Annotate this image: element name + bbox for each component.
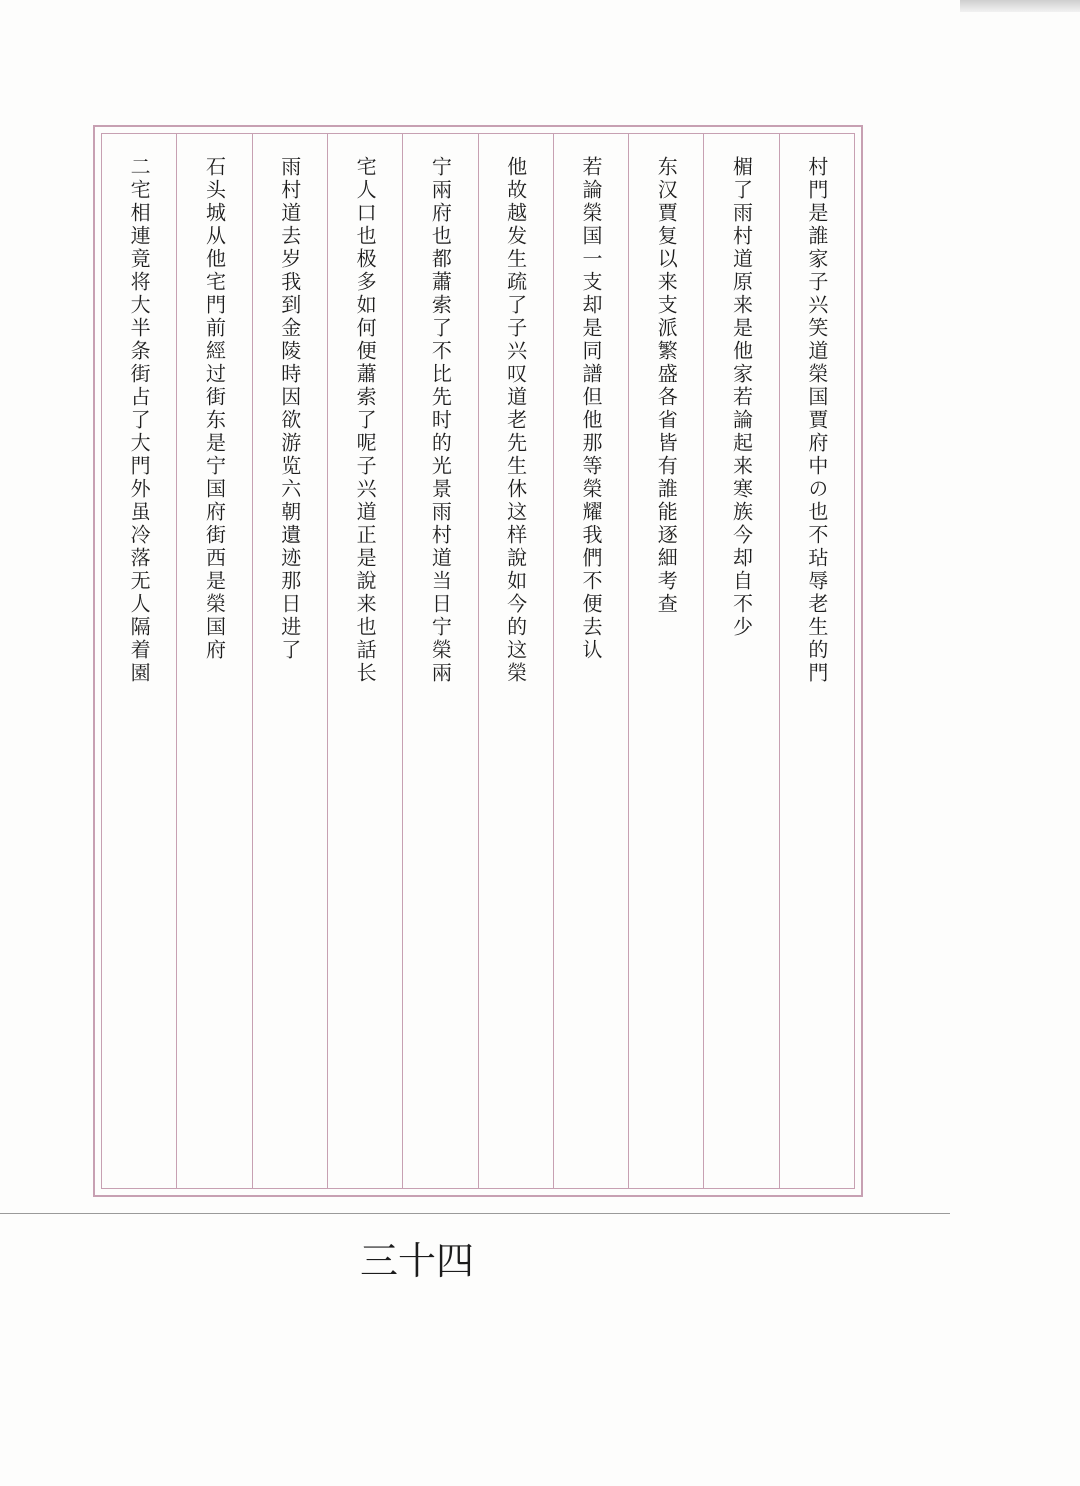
column-text: 雨村道去岁我到金陵時因欲游览六朝遺迹那日进了 [277, 156, 302, 662]
manuscript-column-7 [327, 134, 402, 1188]
page-number: 三十四 [360, 1239, 475, 1283]
column-text: 宅人口也极多如何便蕭索了呢子兴道正是說来也話长 [353, 156, 378, 685]
column-text: 二宅相連竟将大半条街占了大門外虽冷落无人隔着園 [127, 156, 152, 685]
column-text: 若論榮国一支却是同譜但他那等榮耀我們不便去认 [578, 156, 603, 662]
manuscript-column-5 [478, 134, 553, 1188]
manuscript-column-3 [628, 134, 703, 1188]
column-text: 楣了雨村道原来是他家若論起来寒族今却自不少 [729, 156, 754, 639]
manuscript-column-10 [102, 134, 176, 1188]
column-text: 石头城从他宅門前經过街东是宁国府街西是榮国府 [202, 156, 227, 662]
manuscript-column-4 [553, 134, 628, 1188]
column-text: 宁兩府也都蕭索了不比先时的光景雨村道当日宁榮兩 [428, 156, 453, 685]
column-text: 村門是誰家子兴笑道榮国賈府中の也不玷辱老生的門 [804, 156, 829, 685]
manuscript-grid [93, 125, 863, 1197]
scan-edge [960, 0, 1080, 12]
manuscript-column-1 [779, 134, 854, 1188]
column-text: 他故越发生疏了子兴叹道老先生休这样說如今的这榮 [503, 156, 528, 685]
manuscript-inner-border [101, 133, 855, 1189]
manuscript-column-6 [402, 134, 477, 1188]
manuscript-column-2 [703, 134, 778, 1188]
scan-line [0, 1213, 950, 1214]
column-text: 东汉賈复以来支派繁盛各省皆有誰能逐細考查 [654, 156, 679, 616]
manuscript-column-8 [252, 134, 327, 1188]
manuscript-columns [102, 134, 854, 1188]
manuscript-column-9 [176, 134, 251, 1188]
